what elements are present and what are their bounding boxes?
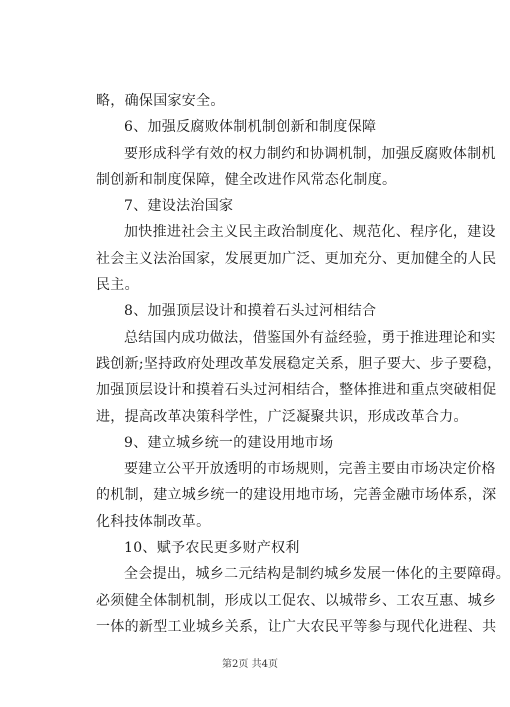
paragraph-line: 民主。 — [96, 277, 139, 294]
paragraph-line: 的机制，建立城乡统一的建设用地市场，完善金融市场体系，深 — [96, 487, 497, 504]
paragraph-line: 全会提出，城乡二元结构是制约城乡发展一体化的主要障碍。 — [124, 566, 510, 583]
paragraph-line: 总结国内成功做法，借鉴国外有益经验，勇于推进理论和实 — [124, 329, 496, 346]
page-footer — [0, 658, 500, 672]
section-heading-9: 9、建立城乡统一的建设用地市场 — [124, 434, 334, 451]
section-heading-8: 8、加强顶层设计和摸着石头过河相结合 — [124, 303, 377, 320]
paragraph-line: 进，提高改革决策科学性，广泛凝聚共识，形成改革合力。 — [96, 408, 468, 425]
paragraph-line: 践创新;坚持政府处理改革发展稳定关系，胆子要大、步子要稳， — [96, 355, 502, 372]
paragraph-line: 加强顶层设计和摸着石头过河相结合，整体推进和重点突破相促 — [96, 382, 497, 399]
paragraph-line: 略，确保国家安全。 — [96, 93, 225, 109]
document-body — [96, 88, 510, 640]
paragraph-line: 必须健全体制机制，形成以工促农、以城带乡、工农互惠、城乡 — [96, 592, 497, 609]
section-heading-10: 10、赋予农民更多财产权利 — [124, 540, 300, 557]
paragraph-line: 加快推进社会主义民主政治制度化、规范化、程序化，建设 — [124, 224, 496, 241]
page-number-label: 第2页 共4页 — [222, 659, 278, 670]
paragraph-line: 制创新和制度保障，健全改进作风常态化制度。 — [96, 171, 397, 188]
paragraph-line: 一体的新型工业城乡关系，让广大农民平等参与现代化进程、共 — [96, 618, 497, 635]
section-heading-6: 6、加强反腐败体制机制创新和制度保障 — [124, 119, 377, 136]
section-heading-7: 7、建设法治国家 — [124, 198, 234, 215]
paragraph-line: 要形成科学有效的权力制约和协调机制，加强反腐败体制机 — [124, 145, 496, 162]
paragraph-line: 社会主义法治国家，发展更加广泛、更加充分、更加健全的人民 — [96, 250, 497, 267]
paragraph-line: 化科技体制改革。 — [96, 513, 211, 530]
paragraph-line: 要建立公平开放透明的市场规则，完善主要由市场决定价格 — [124, 461, 496, 478]
